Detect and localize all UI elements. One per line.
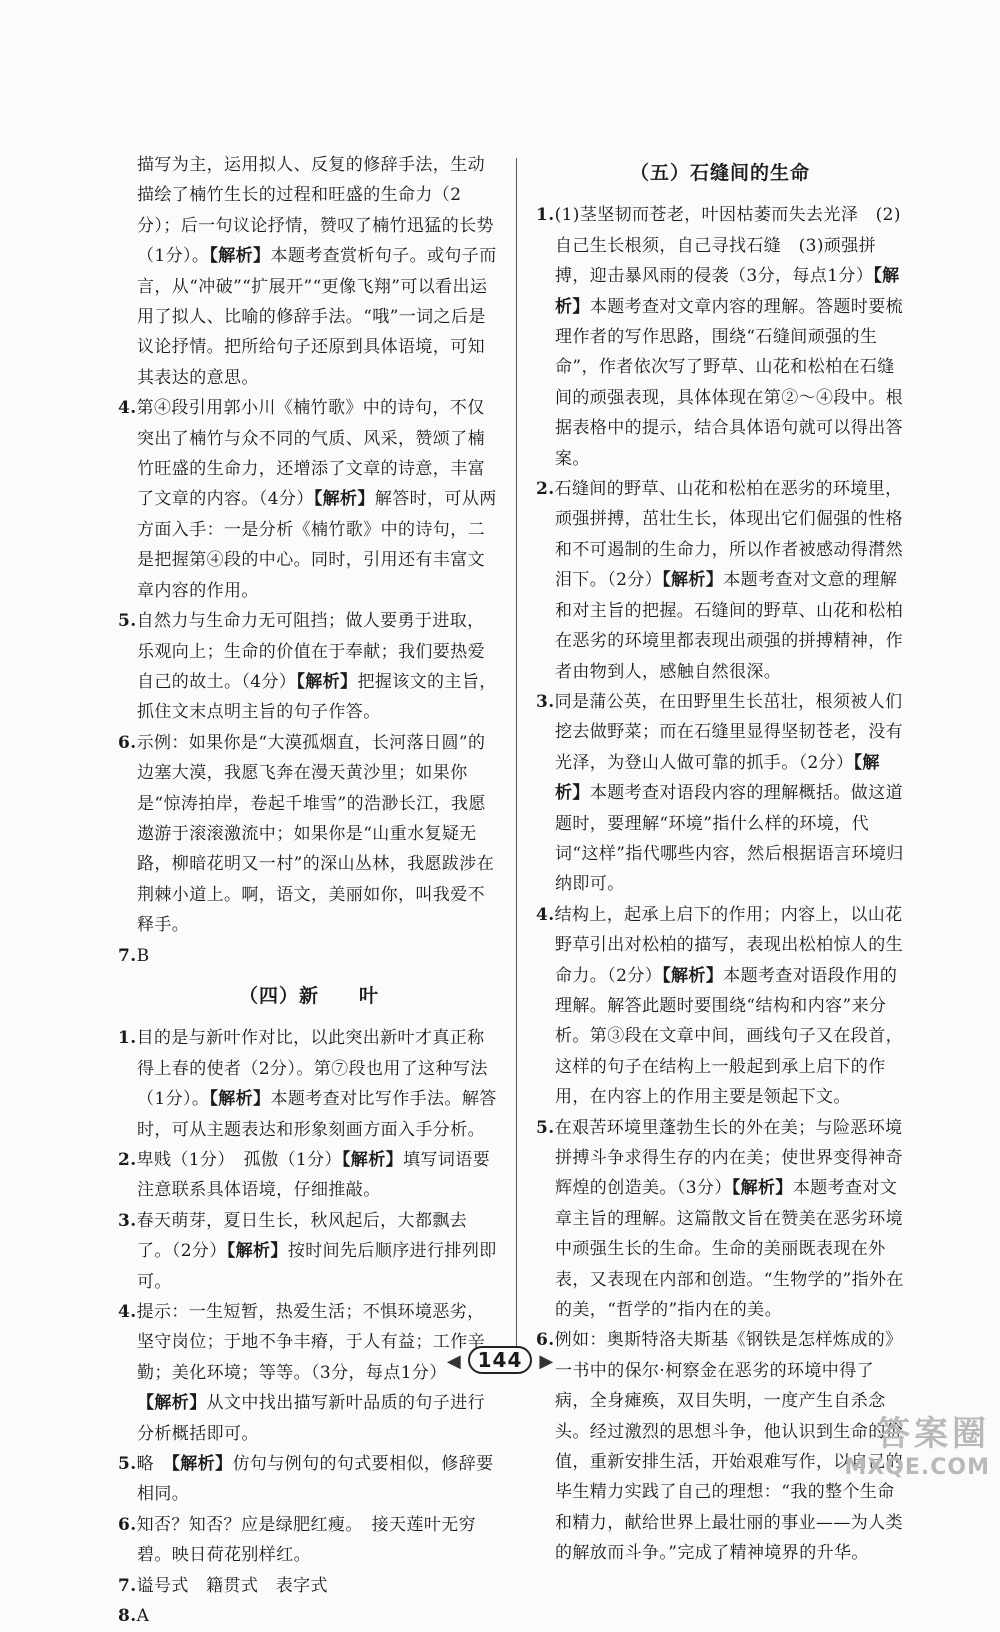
section-title-xinye: （四）新 叶 <box>238 984 379 1007</box>
right-arrow-icon: ▶ <box>539 1351 554 1372</box>
answer-item: 3.同是蒲公英，在田野里生长茁壮，根须被人们挖去做野菜；而在石缝里显得坚韧苍老，没有光泽，为登山人做可靠的抓手。（2分）【解析】本题考查对语段内容的理解概括。做这道题时，要理解“环境”指什么样的环境，代词“这样”指代哪些内容，然后根据语言环境归纳即可。 <box>536 691 904 895</box>
page-number <box>0 1346 1000 1374</box>
answer-item: 3.春天萌芽，夏日生长，秋风起后，大都飘去了。（2分）【解析】按时间先后顺序进行排列即可。 <box>118 1210 497 1292</box>
intro-paragraph: 描写为主，运用拟人、反复的修辞手法，生动描绘了楠竹生长的过程和旺盛的生命力（2分）；后一句议论抒情，赞叹了楠竹迅猛的长势（1分）。【解析】本题考查赏析句子。或句子而言，从“冲破”“扩展开”“更像飞翔”可以看出运用了拟人、比喻的修辞手法。“哦”一词之后是议论抒情。把所给句子还原到具体语境，可知其表达的意思。 <box>137 155 497 388</box>
answer-item: 5.略 【解析】仿句与例句的句式要相似，修辞要相同。 <box>118 1454 494 1505</box>
site-watermark: 答案圈 MXQE.COM <box>844 1414 990 1480</box>
answer-item: 7.谥号式 籍贯式 表字式 <box>118 1575 328 1596</box>
answer-item: 1.目的是与新叶作对比，以此突出新叶才真正称得上春的使者（2分）。第⑦段也用了这种写法（1分）。【解析】本题考查对比写作手法。解答时，可从主题表达和形象刻画方面入手分析。 <box>118 1028 497 1140</box>
section-title-shifeng: （五）石缝间的生命 <box>629 162 810 184</box>
answer-item: 5.自然力与生命力无可阻挡；做人要勇于进取，乐观向上；生命的价值在于奉献；我们要热爱自己的故土。（4分）【解析】把握该文的主旨，抓住文末点明主旨的句子作答。 <box>118 611 497 723</box>
answer-list-xinye <box>118 1023 500 1631</box>
answer-item: 2.卑贱（1分） 孤傲（1分）【解析】填写词语要注意联系具体语境，仔细推敲。 <box>118 1150 491 1201</box>
answer-item: 2.石缝间的野草、山花和松柏在恶劣的环境里，顽强拼搏，茁壮生长，体现出它们倔强的性格和不可遏制的生命力，所以作者被感动得潸然泪下。（2分）【解析】本题考查对文意的理解和对主旨的把握。石缝间的野草、山花和松柏在恶劣的环境里都表现出顽强的拼搏精神，作者由物到人，感触自然很深。 <box>536 479 903 682</box>
answer-item: 4.结构上，起承上启下的作用；内容上，以山花野草引出对松柏的描写，表现出松柏惊人的生命力。（2分）【解析】本题考查对语段作用的理解。解答此题时要围绕“结构和内容”来分析。第③段在文章中间，画线句子又在段首，这样的句子在结构上一般起到承上启下的作用，在内容上的作用主要是领起下文。 <box>536 904 903 1108</box>
left-column <box>118 150 500 1632</box>
page-number-label: 144 <box>468 1346 533 1374</box>
answer-item: 6.知否？知否？应是绿肥红瘦。 接天莲叶无穷碧。映日荷花别样红。 <box>118 1514 477 1566</box>
answer-item: 4.提示：一生短暂，热爱生活；不惧环境恶劣，坚守岗位；于地不争丰瘠，于人有益；工作辛勤；美化环境；等等。（3分，每点1分）【解析】从文中找出描写新叶品质的句子进行分析概括即可。 <box>118 1302 486 1444</box>
column-divider <box>516 158 517 1348</box>
answer-item: 4.第④段引用郭小川《楠竹歌》中的诗句，不仅突出了楠竹与众不同的气质、风采，赞颂了楠竹旺盛的生命力，还增添了文章的诗意，丰富了文章的内容。（4分）【解析】解答时，可从两方面入手：一是分析《楠竹歌》中的诗句，二是把握第④段的中心。同时，引用还有丰富文章内容的作用。 <box>118 398 497 601</box>
answer-item: 6.例如：奥斯特洛夫斯基《钢铁是怎样炼成的》一书中的保尔·柯察金在恶劣的环境中得了病，全身瘫痪，双目失明，一度产生自杀念头。经过激烈的思想斗争，他认识到生命的价值，重新安排生活，开始艰难写作，以自己的毕生精力实践了自己的理想：“我的整个生命和精力，献给世界上最壮丽的事业——为人类的解放而斗争。”完成了精神境界的升华。 <box>536 1330 903 1564</box>
answer-item: 5.在艰苦环境里蓬勃生长的外在美；与险恶环境拼搏斗争求得生存的内在美；使世界变得神奇辉煌的创造美。（3分）【解析】本题考查对文章主旨的理解。这篇散文旨在赞美在恶劣环境中顽强生长的生命。生命的美丽既表现在外表，又表现在内部和创造。“生物学的”指外在的美，“哲学的”指内在的美。 <box>536 1117 904 1321</box>
answer-item: 1.(1)茎坚韧而苍老，叶因枯萎而失去光泽 (2)自己生长根须，自己寻找石缝 (3)顽强拼搏，迎击暴风雨的侵袭（3分，每点1分）【解析】本题考查对文章内容的理解。答题时要梳理作者的写作思路，围绕“石缝间顽强的生命”，作者依次写了野草、山花和松柏在石缝间的顽强表现，具体体现在第②～④段中。根据表格中的提示，结合具体语句就可以得出答案。 <box>536 205 904 469</box>
answer-item: 6.示例：如果你是“大漠孤烟直，长河落日圆”的边塞大漠，我愿飞奔在漫天黄沙里；如果你是“惊涛拍岸，卷起千堆雪”的浩渺长江，我愿遨游于滚滚激流中；如果你是“山重水复疑无路，柳暗花明又一村”的深山丛林，我愿跋涉在荆棘小道上。啊，语文，美丽如你，叫我爱不释手。 <box>118 732 495 936</box>
left-arrow-icon: ◀ <box>446 1351 461 1372</box>
answer-item: 7.B <box>118 945 150 966</box>
answer-list-section3 <box>118 393 500 971</box>
answer-item: 8.A <box>118 1606 150 1627</box>
